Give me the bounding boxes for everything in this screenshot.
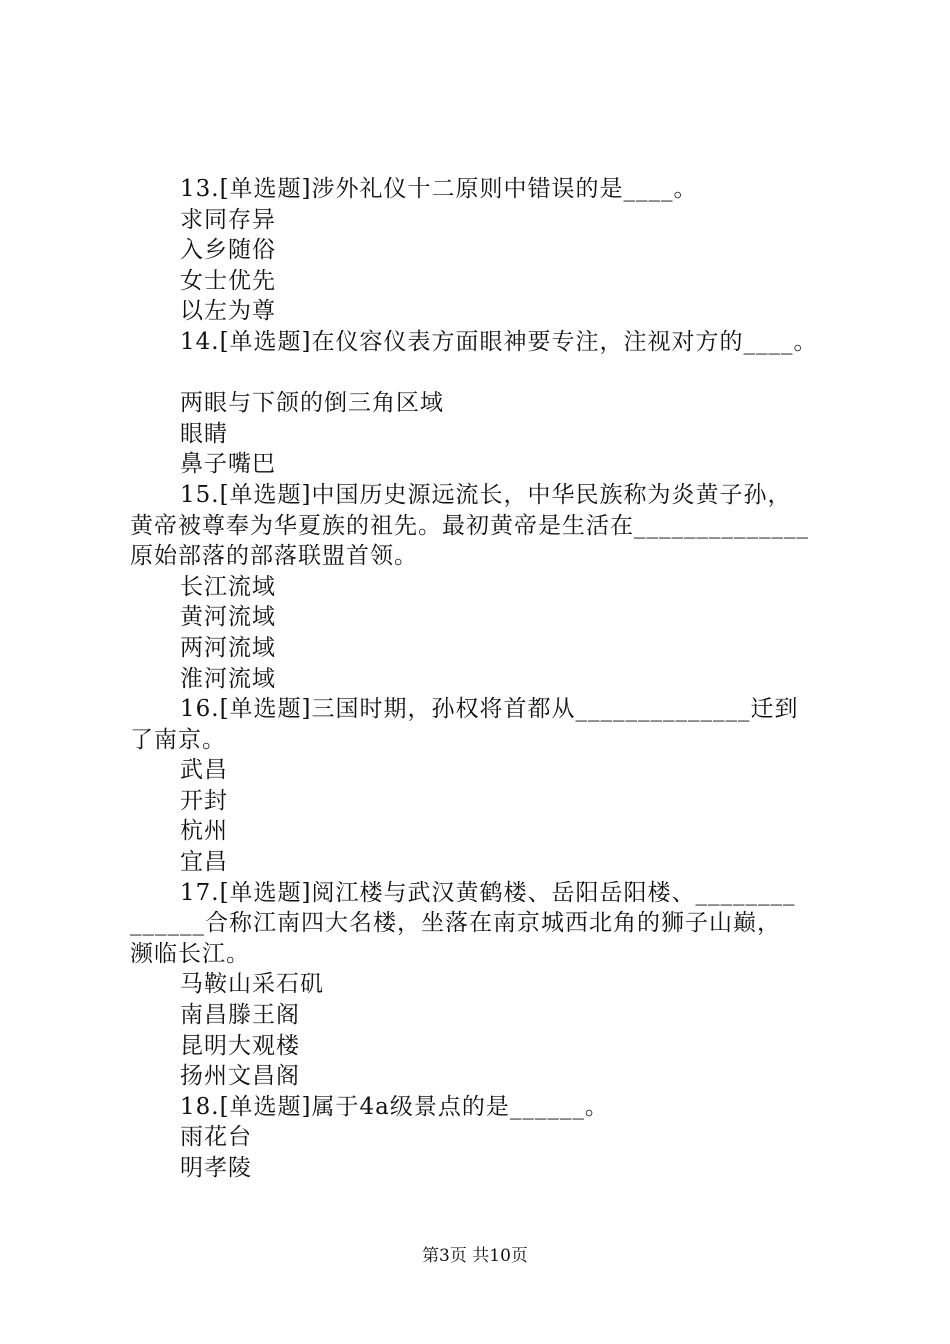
question-line: 14.[单选题]在仪容仪表方面眼神要专注，注视对方的____。 [180, 328, 818, 355]
blank-line [130, 358, 835, 389]
text-line: 以左为尊 [180, 298, 276, 325]
text-line: 女士优先 [180, 267, 276, 294]
page-footer: 第3页 共10页 [422, 1246, 528, 1266]
text-line: 濒临长江。 [130, 940, 250, 967]
text-line: 鼻子嘴巴 [180, 451, 276, 478]
text-line: 武昌 [180, 757, 228, 784]
text-line: ______合称江南四大名楼，坐落在南京城西北角的狮子山巅， [130, 910, 781, 937]
text-line: 雨花台 [180, 1124, 252, 1151]
text-line: 入乡随俗 [180, 237, 276, 264]
text-line: 黄河流域 [180, 604, 276, 631]
text-line: 长江流域 [180, 573, 276, 600]
text-line: 两眼与下颌的倒三角区域 [180, 390, 444, 417]
text-line: 马鞍山采石矶 [180, 971, 324, 998]
question-line: 17.[单选题]阅江楼与武汉黄鹤楼、岳阳岳阳楼、________ [180, 879, 796, 906]
text-line: 宜昌 [180, 849, 228, 876]
text-line: 明孝陵 [180, 1155, 252, 1181]
text-line: 两河流域 [180, 634, 276, 661]
text-line: 黄帝被尊奉为华夏族的祖先。最初黄帝是生活在______________ [130, 512, 809, 539]
text-line: 昆明大观楼 [180, 1032, 300, 1059]
question-line: 18.[单选题]属于4a级景点的是______。 [180, 1093, 609, 1120]
text-line: 原始部落的部落联盟首领。 [130, 543, 418, 570]
text-line: 了南京。 [130, 726, 226, 753]
question-line: 15.[单选题]中国历史源远流长，中华民族称为炎黄子孙， [180, 481, 792, 508]
text-line: 求同存异 [180, 206, 276, 233]
text-line: 扬州文昌阁 [180, 1063, 300, 1090]
text-line: 杭州 [180, 818, 228, 845]
question-line: 16.[单选题]三国时期，孙权将首都从______________迁到 [180, 696, 799, 723]
text-line: 眼睛 [180, 420, 228, 447]
question-line: 13.[单选题]涉外礼仪十二原则中错误的是____。 [180, 176, 698, 202]
text-line: 南昌滕王阁 [180, 1002, 300, 1029]
text-line: 淮河流域 [180, 665, 276, 692]
document-body [130, 174, 835, 1184]
text-line: 开封 [180, 787, 228, 814]
